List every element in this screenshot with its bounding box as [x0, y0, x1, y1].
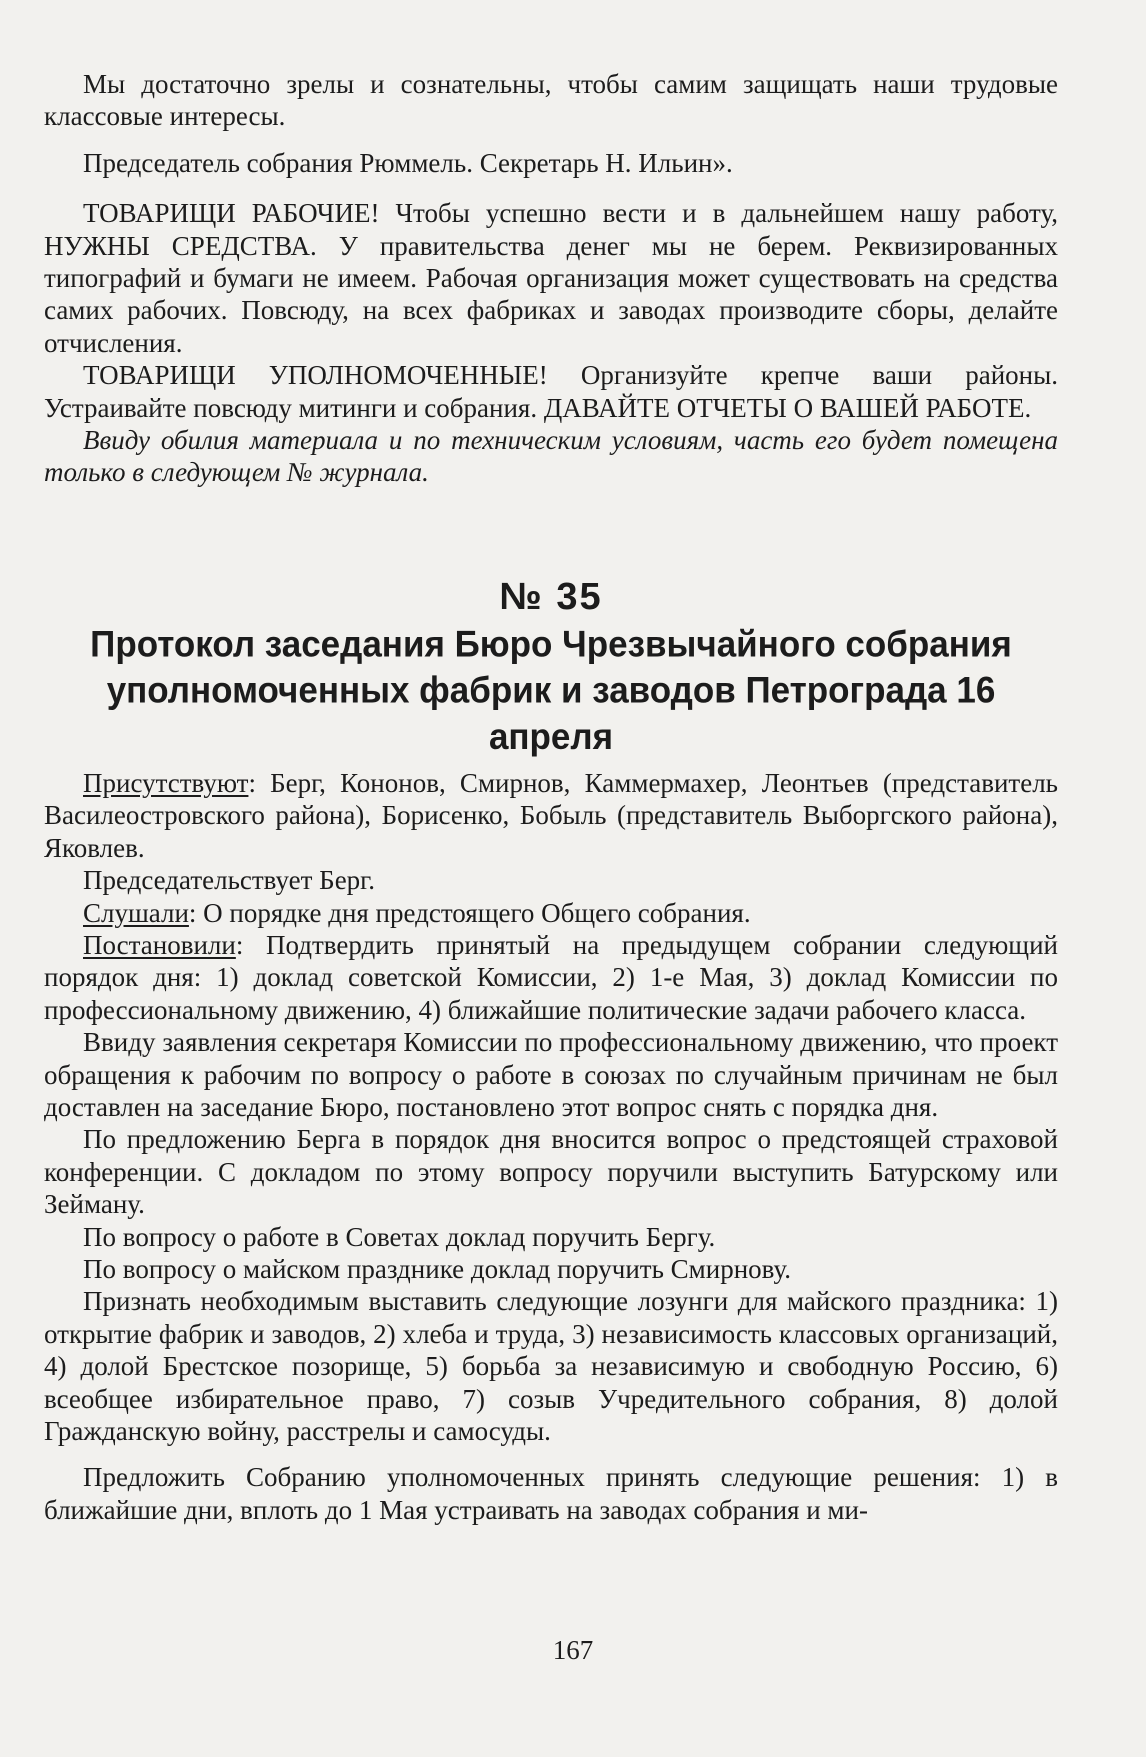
- paragraph-may-holiday: По вопросу о майском празднике доклад поручить Смирнову.: [83, 1253, 792, 1284]
- page-number: 167: [552, 1635, 594, 1665]
- paragraph-appeal-delegates: ТОВАРИЩИ УПОЛНОМОЧЕННЫЕ! Организуйте крепче ваши районы. Устраивайте повсюду митинги и собрания. ДАВАЙТЕ ОТЧЕТЫ О ВАШЕЙ РАБОТЕ.: [44, 360, 1058, 423]
- paragraph-resolved: [44, 929, 1058, 1026]
- resolved-label: Постановили: [83, 929, 236, 960]
- paragraph-signatures: Председатель собрания Рюммель. Секретарь Н. Ильин».: [83, 147, 733, 178]
- paragraph-propose: Предложить Собранию уполномоченных принять следующие решения: 1) в ближайшие дни, вплоть до 1 Мая устраивать на заводах собрания и ми-: [44, 1462, 1058, 1525]
- paragraph-slogans: Признать необходимым выставить следующие лозунги для майского праздника: 1) открытие фабрик и заводов, 2) хлеба и труда, 3) независимость классовых организаций, 4) долой Брестское позорище, 5) борьба за независимую и свободную Россию, 6) всеобщее избирательное право, 7) созыв Учредительного собрания, 8) долой Гражданскую войну, расстрелы и самосуды.: [44, 1286, 1058, 1446]
- present-text: : Берг, Кононов, Смирнов, Каммермахер, Леонтьев (представитель Василеостровского района), Борисенко, Бобыль (представитель Выборгского района), Яковлев.: [44, 767, 1058, 863]
- document-title: Протокол заседания Бюро Чрезвычайного собрания уполномоченных фабрик и заводов Петрограда 16 апреля: [90, 623, 1012, 758]
- paragraph-interests: Мы достаточно зрелы и сознательны, чтобы самим защищать наши трудовые классовые интересы.: [44, 69, 1058, 132]
- paragraph-heard: [44, 897, 1058, 929]
- editorial-note: Ввиду обилия материала и по техническим условиям, часть его будет помещена только в следующем № журнала.: [44, 425, 1058, 488]
- paragraph-soviets: По вопросу о работе в Советах доклад поручить Бергу.: [83, 1221, 716, 1252]
- paragraph-berg-proposal: По предложению Берга в порядок дня вносится вопрос о предстоящей страховой конференции. С докладом по этому вопросу поручили выступить Батурскому или Зейману.: [44, 1124, 1058, 1220]
- paragraph-present: [44, 767, 1058, 864]
- resolved-text: : Подтвердить принятый на предыдущем собрании следующий порядок дня: 1) доклад советской Комиссии, 2) 1-е Мая, 3) доклад Комиссии по профессиональному движению, 4) ближайшие политические задачи рабочего класса.: [44, 929, 1058, 1025]
- document-number: № 35: [499, 575, 603, 618]
- paragraph-statement: Ввиду заявления секретаря Комиссии по профессиональному движению, что проект обращения к рабочим по вопросу о работе в союзах по случайным причинам не был доставлен на заседание Бюро, постановлено этот вопрос снять с порядка дня.: [44, 1027, 1058, 1122]
- paragraph-appeal-workers: ТОВАРИЩИ РАБОЧИЕ! Чтобы успешно вести и в дальнейшем нашу работу, НУЖНЫ СРЕДСТВА. У правительства денег мы не берем. Реквизированных типографий и бумаги не имеем. Рабочая организация может существовать на средства самих рабочих. Повсюду, на всех фабриках и заводах производите сборы, делайте отчисления.: [44, 198, 1058, 358]
- page-body: [44, 68, 1058, 1526]
- paragraph-chair: Председательствует Берг.: [83, 865, 375, 896]
- heard-label: Слушали: [83, 897, 189, 928]
- present-label: Присутствуют: [83, 767, 249, 798]
- heard-text: : О порядке дня предстоящего Общего собрания.: [188, 897, 751, 928]
